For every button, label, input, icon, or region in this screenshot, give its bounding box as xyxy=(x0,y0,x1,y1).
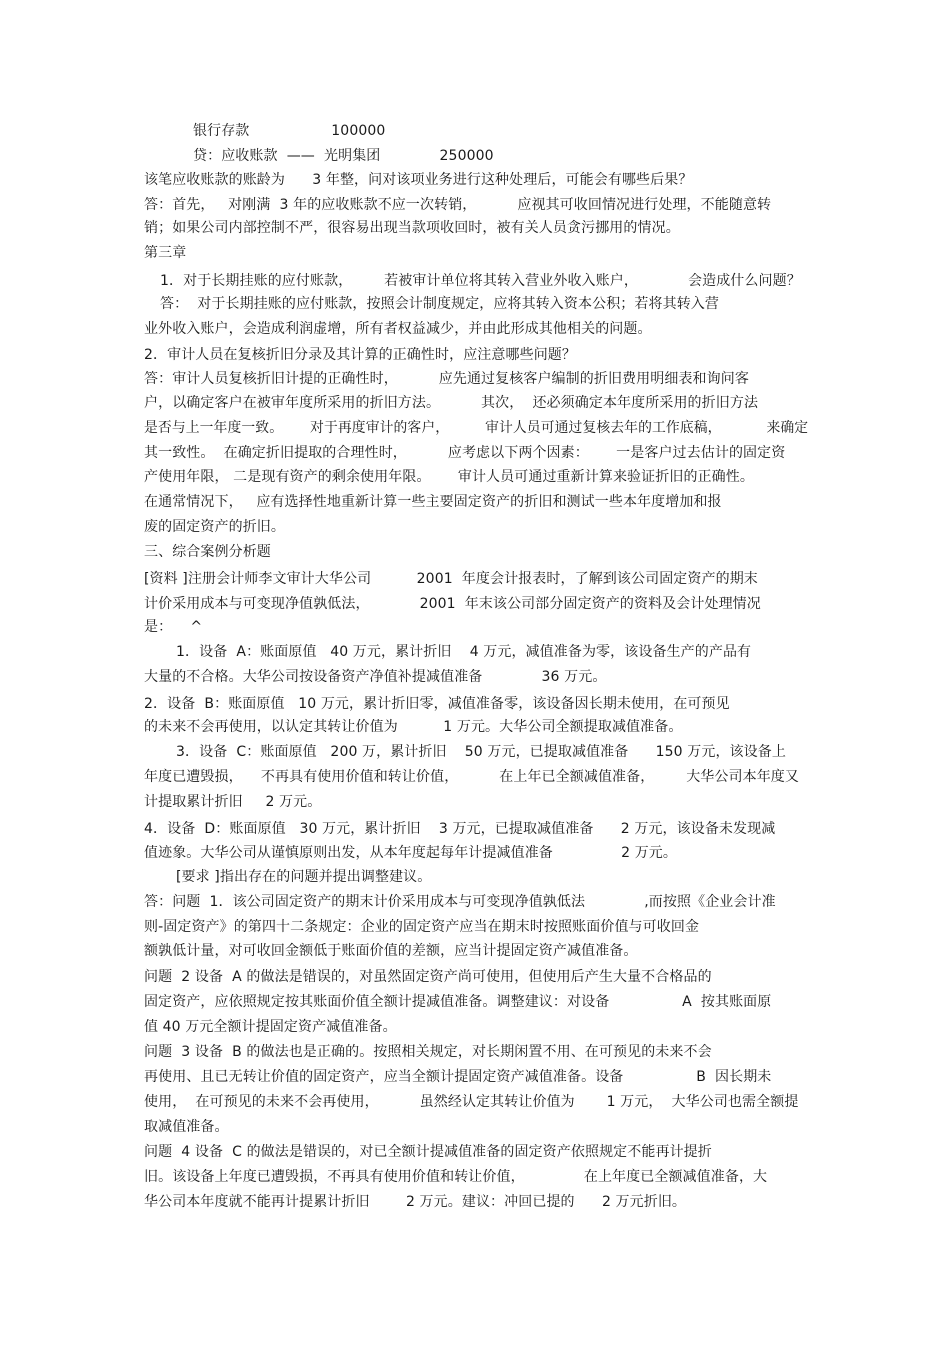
text-line: 答：问题 1．该公司固定资产的期末计价采用成本与可变现净值孰低法 ,而按照《企业会计准 xyxy=(144,894,776,910)
text-line: 贷：应收账款 —— 光明集团 250000 xyxy=(193,148,494,164)
text-line: 是否与上一年度一致。 对于再度审计的客户， 审计人员可通过复核去年的工作底稿， 来确定 xyxy=(144,420,809,436)
text-line: 1．设备 A：账面原值 40 万元，累计折旧 4 万元，减值准备为零，该设备生产的产品有 xyxy=(176,644,752,660)
chapter-heading: 第三章 xyxy=(144,245,187,261)
text-line: 的未来不会再使用，以认定其转让价值为 1 万元。大华公司全额提取减值准备。 xyxy=(144,719,683,735)
section-heading: 三、综合案例分析题 xyxy=(144,544,271,560)
text-line: 额孰低计量，对可收回金额低于账面价值的差额，应当计提固定资产减值准备。 xyxy=(144,943,638,959)
text-line: 4．设备 D：账面原值 30 万元，累计折旧 3 万元，已提取减值准备 2 万元，该设备未发现减 xyxy=(144,821,776,837)
text-line: 华公司本年度就不能再计提累计折旧 2 万元。建议：冲回已提的 2 万元折旧。 xyxy=(144,1194,687,1210)
text-line: 在通常情况下， 应有选择性地重新计算一些主要固定资产的折旧和测试一些本年度增加和报 xyxy=(144,494,722,510)
text-line: [资料 ]注册会计师李文审计大华公司 2001 年度会计报表时，了解到该公司固定资产的期末 xyxy=(144,571,758,587)
text-line: 大量的不合格。大华公司按设备资产净值补提减值准备 36 万元。 xyxy=(144,669,607,685)
text-line: 2．设备 B：账面原值 10 万元，累计折旧零，减值准备零，该设备因长期未使用，在可预见 xyxy=(144,696,730,712)
text-line: 答： 对于长期挂账的应付账款，按照会计制度规定，应将其转入资本公积；若将其转入营 xyxy=(160,296,719,312)
text-line: 答：审计人员复核折旧计提的正确性时， 应先通过复核客户编制的折旧费用明细表和询问客 xyxy=(144,371,749,387)
text-line: 则-固定资产》的第四十二条规定：企业的固定资产应当在期末时按照账面价值与可收回金 xyxy=(144,919,700,935)
text-line: 计价采用成本与可变现净值孰低法， 2001 年末该公司部分固定资产的资料及会计处理情况 xyxy=(144,596,761,612)
text-line: 问题 3 设备 B 的做法也是正确的。按照相关规定，对长期闲置不用、在可预见的未来不会 xyxy=(144,1044,712,1060)
text-line: 产使用年限， 二是现有资产的剩余使用年限。 审计人员可通过重新计算来验证折旧的正确性。 xyxy=(144,469,754,485)
text-line: 取减值准备。 xyxy=(144,1119,229,1135)
text-line: 值 40 万元全额计提固定资产减值准备。 xyxy=(144,1019,397,1035)
text-line: 银行存款 100000 xyxy=(193,123,386,139)
text-line: 其一致性。 在确定折旧提取的合理性时， 应考虑以下两个因素： 一是客户过去估计的固定资 xyxy=(144,445,786,461)
text-line: 3．设备 C：账面原值 200 万，累计折旧 50 万元，已提取减值准备 150 万元，该设备上 xyxy=(176,744,786,760)
text-line: 业外收入账户，会造成利润虚增，所有者权益减少，并由此形成其他相关的问题。 xyxy=(144,321,652,337)
text-line: 再使用、且已无转让价值的固定资产，应当全额计提固定资产减值准备。设备 B 因长期未 xyxy=(144,1069,772,1085)
text-line: 使用， 在可预见的未来不会再使用， 虽然经认定其转让价值为 1 万元， 大华公司也需全额提 xyxy=(144,1094,799,1110)
text-line: 是： ^ xyxy=(144,619,203,635)
text-line: 2．审计人员在复核折旧分录及其计算的正确性时，应注意哪些问题？ xyxy=(144,347,577,363)
text-line: 1．对于长期挂账的应付账款， 若被审计单位将其转入营业外收入账户， 会造成什么问题？ xyxy=(160,273,801,289)
text-line: 答：首先， 对刚满 3 年的应收账款不应一次转销， 应视其可收回情况进行处理，不能随意转 xyxy=(144,197,772,213)
text-line: 户，以确定客户在被审年度所采用的折旧方法。 其次， 还必须确定本年度所采用的折旧方法 xyxy=(144,395,759,411)
text-line: 年度已遭毁损， 不再具有使用价值和转让价值， 在上年已全额减值准备， 大华公司本年度又 xyxy=(144,769,800,785)
text-line: 该笔应收账款的账龄为 3 年整，问对该项业务进行这种处理后，可能会有哪些后果？ xyxy=(144,172,693,188)
text-line: 废的固定资产的折旧。 xyxy=(144,519,285,535)
text-line: 旧。该设备上年度已遭毁损，不再具有使用价值和转让价值， 在上年度已全额减值准备，大 xyxy=(144,1169,768,1185)
text-line: 计提取累计折旧 2 万元。 xyxy=(144,794,322,810)
text-line: 问题 2 设备 A 的做法是错误的，对虽然固定资产尚可使用，但使用后产生大量不合格品的 xyxy=(144,969,712,985)
text-line: 值迹象。大华公司从谨慎原则出发，从本年度起每年计提减值准备 2 万元。 xyxy=(144,845,678,861)
text-line: [要求 ]指出存在的问题并提出调整建议。 xyxy=(176,869,432,885)
text-line: 销；如果公司内部控制不严，很容易出现当款项收回时，被有关人员贪污挪用的情况。 xyxy=(144,220,680,236)
text-line: 固定资产，应依照规定按其账面价值全额计提减值准备。调整建议：对设备 A 按其账面原 xyxy=(144,994,772,1010)
text-line: 问题 4 设备 C 的做法是错误的，对已全额计提减值准备的固定资产依照规定不能再计提折 xyxy=(144,1144,712,1160)
